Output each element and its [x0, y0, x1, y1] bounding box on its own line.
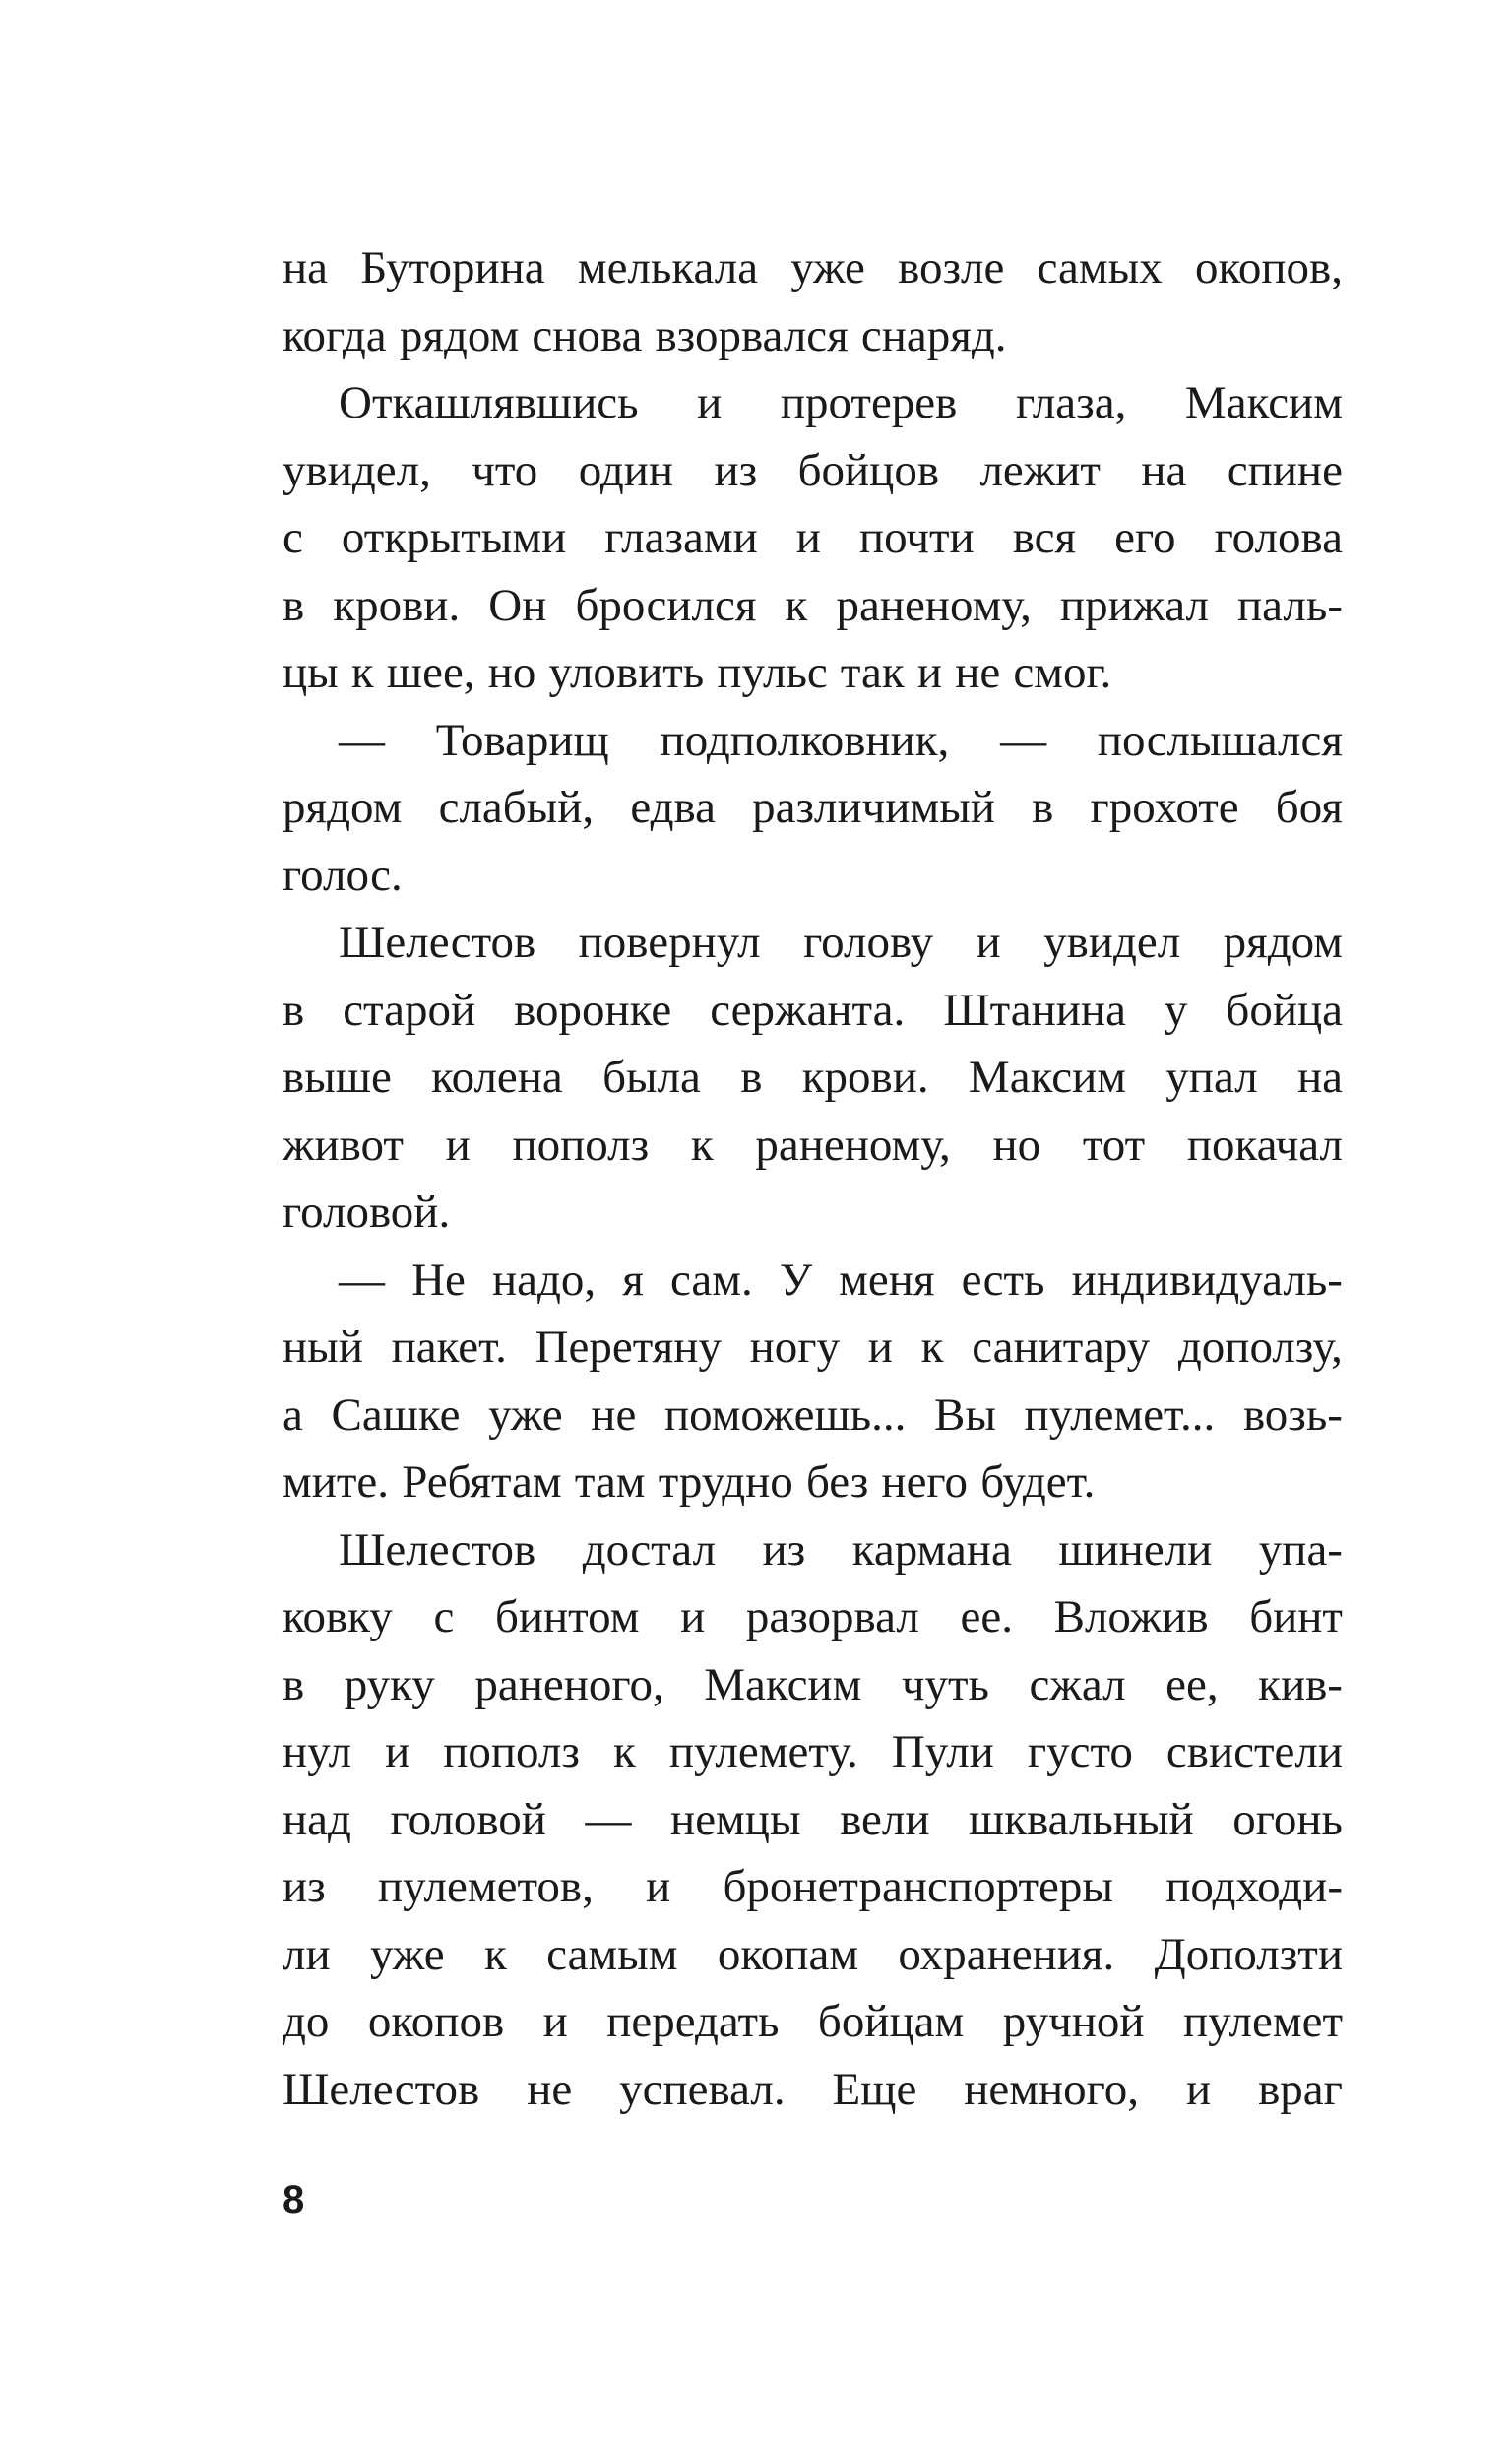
- word: кармана: [851, 1523, 1012, 1575]
- word: ногу: [749, 1321, 841, 1373]
- body-text: [283, 234, 1343, 2123]
- word: раненого,: [474, 1658, 664, 1710]
- word: послышался: [1097, 714, 1343, 766]
- word: снаряд.: [860, 309, 1007, 361]
- word: окопов: [367, 1996, 505, 2047]
- word: трудно: [658, 1456, 793, 1508]
- word: к: [483, 1928, 507, 1980]
- word: шее,: [386, 647, 475, 698]
- word: Шелестов: [339, 917, 536, 968]
- word: когда: [283, 309, 387, 361]
- word: различимый: [752, 782, 995, 833]
- word: немного,: [964, 2063, 1140, 2115]
- word: покачал: [1186, 1119, 1343, 1171]
- word: раненому,: [755, 1119, 951, 1171]
- word: к: [785, 579, 808, 631]
- word: бойца: [1226, 984, 1343, 1036]
- word: пулемету.: [668, 1726, 858, 1777]
- text-line: [283, 302, 1343, 370]
- word: Шелестов: [339, 1523, 536, 1575]
- word: пакет.: [391, 1321, 507, 1373]
- word: но: [992, 1119, 1041, 1171]
- word: и: [542, 1996, 568, 2047]
- text-line: [283, 1448, 1343, 1516]
- word: Штанина: [943, 984, 1126, 1036]
- word: сжал: [1029, 1658, 1126, 1710]
- word: рядом: [283, 782, 403, 833]
- word: уже: [488, 1388, 563, 1441]
- word: снова: [532, 309, 643, 361]
- word: Еще: [832, 2063, 917, 2115]
- word: цы: [283, 647, 339, 698]
- word: бинт: [1249, 1591, 1343, 1642]
- word: над: [283, 1793, 351, 1845]
- word: Буторина: [360, 242, 545, 293]
- word: колена: [431, 1052, 563, 1103]
- word: почти: [858, 512, 975, 563]
- word: так: [840, 647, 905, 698]
- text-line: [283, 1044, 1343, 1112]
- word: что: [472, 444, 538, 496]
- word: Сашке: [331, 1388, 461, 1441]
- word: но: [487, 647, 536, 698]
- word: увидел: [1043, 917, 1181, 968]
- word: санитару: [972, 1321, 1151, 1373]
- word: в: [283, 579, 305, 631]
- word: подходи-: [1166, 1861, 1343, 1912]
- word: и: [697, 377, 723, 428]
- word: из: [283, 1861, 326, 1912]
- word: упа-: [1258, 1523, 1343, 1575]
- word: до: [283, 1996, 330, 2047]
- word: достал: [582, 1523, 717, 1575]
- word: крови.: [801, 1052, 929, 1103]
- word: Перетяну: [535, 1321, 722, 1373]
- word: смог.: [1013, 647, 1112, 698]
- word: пулемет: [1182, 1996, 1343, 2047]
- word: охранения.: [898, 1928, 1115, 1980]
- word: в: [283, 984, 305, 1036]
- word: Доползти: [1154, 1928, 1343, 1980]
- word: к: [612, 1726, 636, 1777]
- word: пульс: [717, 647, 828, 698]
- word: Товарищ: [435, 714, 609, 766]
- word: Не: [411, 1254, 466, 1306]
- word: была: [602, 1052, 701, 1103]
- word: открытыми: [341, 512, 567, 563]
- word: к: [690, 1119, 714, 1171]
- word: немцы: [670, 1793, 801, 1845]
- word: окопов,: [1194, 242, 1343, 293]
- word: свистели: [1166, 1726, 1343, 1777]
- word: и: [385, 1726, 410, 1777]
- word: огонь: [1232, 1793, 1343, 1845]
- word: один: [578, 444, 674, 496]
- word: паль-: [1237, 579, 1343, 631]
- word: —: [339, 714, 385, 766]
- text-line: [283, 1718, 1343, 1786]
- word: него: [881, 1456, 969, 1508]
- word: руку: [344, 1658, 435, 1710]
- word: голову: [803, 917, 934, 968]
- word: пополз: [512, 1119, 650, 1171]
- word: вся: [1012, 512, 1077, 563]
- word: а: [283, 1388, 303, 1441]
- word: выше: [283, 1052, 392, 1103]
- word: на: [1296, 1052, 1343, 1103]
- word: и: [1185, 2063, 1212, 2115]
- word: —: [1000, 714, 1047, 766]
- word: есть: [961, 1254, 1045, 1306]
- word: рядом: [1223, 917, 1343, 968]
- word: и: [916, 647, 943, 698]
- word: бинтом: [494, 1591, 640, 1642]
- text-line: [283, 1583, 1343, 1651]
- text-line: [283, 909, 1343, 977]
- word: индивидуаль-: [1071, 1254, 1343, 1306]
- text-line: [283, 369, 1343, 437]
- word: бронетранспортеры: [723, 1861, 1113, 1912]
- word: там: [574, 1456, 646, 1508]
- word: ли: [283, 1928, 331, 1980]
- text-line: [283, 639, 1343, 707]
- word: я: [622, 1254, 644, 1306]
- word: боя: [1275, 782, 1343, 833]
- word: Максим: [1184, 377, 1343, 428]
- word: рядом: [399, 309, 520, 361]
- word: Пули: [891, 1726, 994, 1777]
- word: чуть: [901, 1658, 989, 1710]
- word: его: [1114, 512, 1176, 563]
- text-line: [283, 977, 1343, 1045]
- page-number: 8: [283, 2178, 305, 2221]
- word: без: [805, 1456, 869, 1508]
- word: старой: [343, 984, 476, 1036]
- text-line: [283, 1988, 1343, 2056]
- word: в: [1032, 782, 1054, 833]
- word: кив-: [1258, 1658, 1343, 1710]
- word: едва: [630, 782, 716, 833]
- word: уже: [369, 1928, 445, 1980]
- word: грохоте: [1090, 782, 1239, 833]
- word: увидел,: [283, 444, 431, 496]
- word: вели: [840, 1793, 930, 1845]
- text-line: [283, 1247, 1343, 1315]
- word: —: [585, 1793, 632, 1845]
- word: возь-: [1242, 1388, 1343, 1441]
- word: слабый,: [438, 782, 595, 833]
- text-line: [283, 1853, 1343, 1921]
- word: доползу,: [1177, 1321, 1343, 1373]
- word: ручной: [1002, 1996, 1145, 2047]
- word: ее,: [1166, 1658, 1219, 1710]
- text-line: [283, 504, 1343, 572]
- word: передать: [606, 1996, 780, 2047]
- word: самых: [1037, 242, 1163, 293]
- word: раненому,: [836, 579, 1032, 631]
- word: головой: [390, 1793, 546, 1845]
- word: Вложив: [1053, 1591, 1209, 1642]
- word: ный: [283, 1321, 363, 1373]
- word: разорвал: [745, 1591, 919, 1642]
- word: будет.: [980, 1456, 1096, 1508]
- word: густо: [1027, 1726, 1133, 1777]
- text-line: [283, 1112, 1343, 1180]
- word: в: [283, 1658, 305, 1710]
- word: голос.: [283, 849, 403, 901]
- word: глаза,: [1015, 377, 1127, 428]
- word: шинели: [1058, 1523, 1213, 1575]
- word: Вы: [933, 1388, 996, 1441]
- word: —: [339, 1254, 385, 1306]
- text-line: [283, 1382, 1343, 1449]
- word: не: [591, 1388, 637, 1441]
- word: мелькала: [577, 242, 759, 293]
- word: тот: [1082, 1119, 1146, 1171]
- word: и: [976, 917, 1001, 968]
- word: глазами: [604, 512, 758, 563]
- word: ковку: [283, 1591, 393, 1642]
- word: воронке: [514, 984, 672, 1036]
- word: мите.: [283, 1456, 390, 1508]
- word: подполковник,: [660, 714, 950, 766]
- word: шквальный: [969, 1793, 1194, 1845]
- word: бойцам: [817, 1996, 965, 2047]
- word: сам.: [669, 1254, 753, 1306]
- text-line: [283, 2056, 1343, 2124]
- word: бойцов: [797, 444, 940, 496]
- text-line: [283, 1516, 1343, 1584]
- word: с: [433, 1591, 455, 1642]
- word: с: [283, 512, 303, 563]
- word: лежит: [979, 444, 1101, 496]
- word: и: [867, 1321, 893, 1373]
- word: поможешь...: [663, 1388, 907, 1441]
- word: Максим: [968, 1052, 1126, 1103]
- word: меня: [839, 1254, 935, 1306]
- word: успевал.: [619, 2063, 786, 2115]
- word: на: [1141, 444, 1187, 496]
- word: нул: [283, 1726, 352, 1777]
- word: прижал: [1059, 579, 1209, 631]
- word: упал: [1166, 1052, 1258, 1103]
- word: не: [955, 647, 1001, 698]
- word: пулеметов,: [377, 1861, 594, 1912]
- word: пулемет...: [1024, 1388, 1216, 1441]
- word: Ребятам: [402, 1456, 562, 1508]
- text-line: [283, 437, 1343, 505]
- word: окопам: [717, 1928, 859, 1980]
- text-line: [283, 774, 1343, 842]
- word: Он: [488, 579, 547, 631]
- word: головой.: [283, 1187, 451, 1238]
- word: спине: [1227, 444, 1343, 496]
- word: враг: [1258, 2063, 1343, 2115]
- word: уже: [790, 242, 865, 293]
- text-line: [283, 1786, 1343, 1854]
- word: протерев: [780, 377, 958, 428]
- text-line: [283, 842, 1343, 910]
- word: пополз: [443, 1726, 580, 1777]
- word: Откашлявшись: [339, 377, 639, 428]
- word: к: [350, 647, 374, 698]
- text-line: [283, 234, 1343, 302]
- text-line: [283, 1314, 1343, 1382]
- word: У: [779, 1254, 813, 1306]
- text-line: [283, 1921, 1343, 1989]
- text-line: [283, 1179, 1343, 1247]
- word: в: [740, 1052, 763, 1103]
- text-line: [283, 707, 1343, 775]
- word: возле: [898, 242, 1005, 293]
- word: и: [680, 1591, 706, 1642]
- word: взорвался: [655, 309, 849, 361]
- word: к: [920, 1321, 944, 1373]
- word: и: [445, 1119, 471, 1171]
- word: Максим: [704, 1658, 862, 1710]
- word: ее.: [960, 1591, 1013, 1642]
- word: уловить: [548, 647, 705, 698]
- text-line: [283, 1651, 1343, 1719]
- word: из: [714, 444, 758, 496]
- word: не: [527, 2063, 573, 2115]
- word: из: [762, 1523, 806, 1575]
- word: голова: [1214, 512, 1343, 563]
- word: Шелестов: [283, 2063, 480, 2115]
- word: крови.: [333, 579, 461, 631]
- word: бросился: [575, 579, 757, 631]
- word: повернул: [578, 917, 761, 968]
- word: у: [1164, 984, 1188, 1036]
- text-line: [283, 572, 1343, 640]
- word: на: [283, 242, 329, 293]
- word: живот: [283, 1119, 404, 1171]
- word: надо,: [491, 1254, 597, 1306]
- word: самым: [546, 1928, 678, 1980]
- word: и: [795, 512, 821, 563]
- word: сержанта.: [710, 984, 906, 1036]
- word: и: [646, 1861, 671, 1912]
